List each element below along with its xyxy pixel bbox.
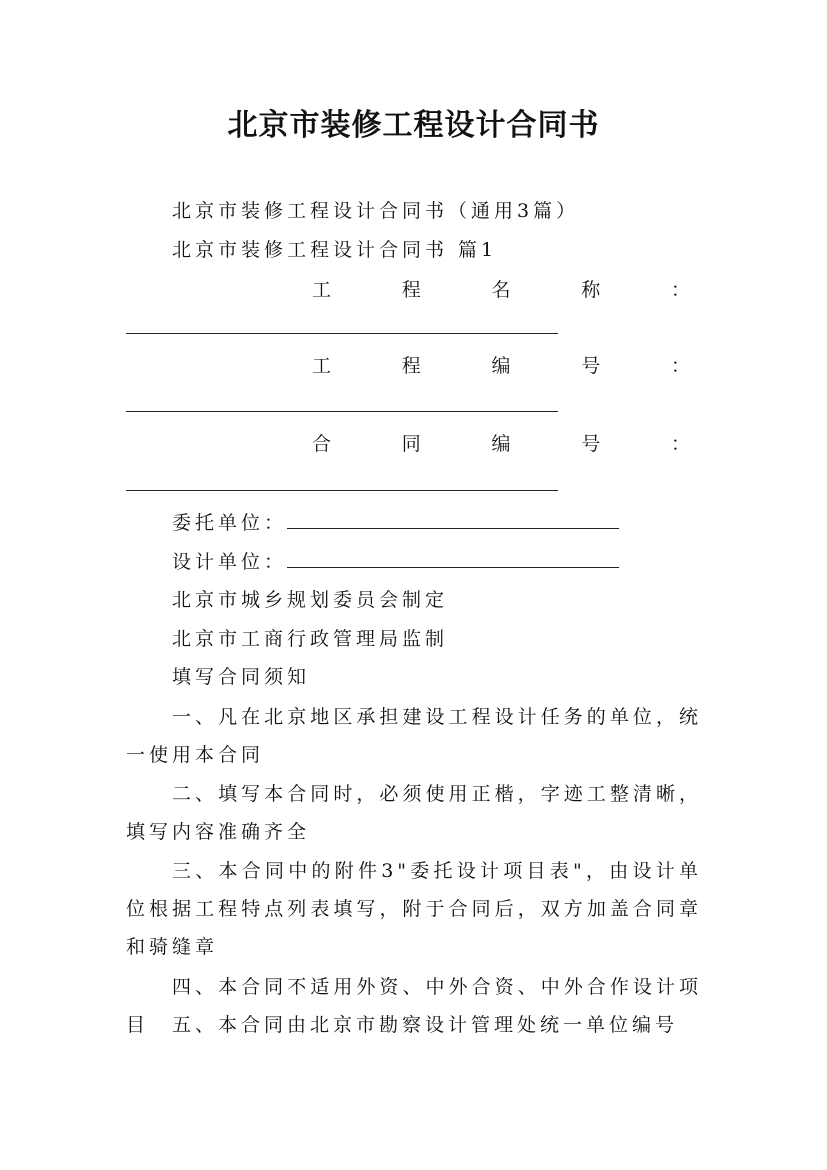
project-name-blank[interactable] bbox=[126, 333, 558, 334]
client-label: 委托单位： bbox=[172, 512, 288, 534]
designer-label: 设计单位： bbox=[172, 551, 288, 573]
notice-heading: 填写合同须知 bbox=[172, 666, 311, 688]
issuer-planning: 北京市城乡规划委员会制定 bbox=[172, 589, 449, 611]
section-heading: 北京市装修工程设计合同书 篇1 bbox=[172, 239, 498, 261]
notice-item-3: 三、本合同中的附件3"委托设计项目表"，由设计单位根据工程特点列表填写，附于合同后，双方加盖合同章和骑缝章 bbox=[126, 860, 702, 958]
notice-item-4: 四、本合同不适用外资、中外合资、中外合作设计项目 bbox=[126, 976, 702, 1036]
project-number-blank[interactable] bbox=[126, 411, 558, 412]
designer-row bbox=[172, 549, 619, 575]
document-subtitle: 北京市装修工程设计合同书（通用3篇） bbox=[172, 200, 580, 222]
project-number-label: 工 程 编 号 ： bbox=[312, 355, 690, 377]
notice-item-2: 二、填写本合同时，必须使用正楷，字迹工整清晰，填写内容准确齐全 bbox=[126, 783, 702, 843]
document-title: 北京市装修工程设计合同书 bbox=[227, 108, 600, 143]
client-row bbox=[172, 510, 619, 536]
contract-number-blank[interactable] bbox=[126, 490, 558, 491]
notice-item-1: 一、凡在北京地区承担建设工程设计任务的单位，统一使用本合同 bbox=[126, 706, 702, 766]
project-name-label: 工 程 名 称 ： bbox=[312, 279, 690, 301]
client-blank[interactable] bbox=[287, 510, 619, 529]
designer-blank[interactable] bbox=[287, 549, 619, 568]
contract-number-label: 合 同 编 号 ： bbox=[312, 433, 690, 455]
notice-item-5: 五、本合同由北京市勘察设计管理处统一单位编号 bbox=[172, 1014, 679, 1036]
issuer-commerce: 北京市工商行政管理局监制 bbox=[172, 628, 449, 650]
